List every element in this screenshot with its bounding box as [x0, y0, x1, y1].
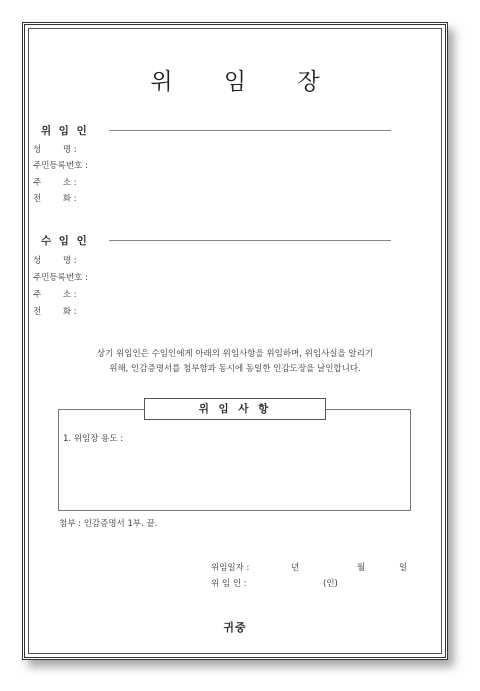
divider [109, 130, 391, 131]
statement-line: 위해, 인감증명서를 첨부함과 동시에 동일한 인감도장을 날인합니다. [109, 364, 361, 374]
month-label: 월 [357, 563, 366, 573]
year-label: 년 [291, 563, 300, 573]
field-label: 전 화 : [33, 307, 77, 317]
closing-text: 귀중 [223, 621, 247, 634]
delegator-address-field [33, 176, 105, 188]
field-label: 주 소 : [33, 290, 77, 300]
delegator-name-field [33, 143, 105, 155]
delegator-id-field [33, 159, 105, 171]
date-label: 위임일자 : [211, 563, 250, 573]
delegate-section-header [41, 233, 391, 247]
delegate-heading: 수 임 인 [41, 233, 95, 248]
delegate-address-field [33, 288, 105, 300]
field-label: 성 명 : [33, 145, 77, 155]
seal-label: (인) [323, 579, 338, 589]
delegation-statement [55, 347, 415, 377]
field-label: 주민등록번호 : [33, 273, 88, 283]
document-title: 위 임 장 [150, 69, 342, 95]
attachment-note: 첨부 : 인감증명서 1부. 끝. [59, 519, 158, 529]
field-label: 주민등록번호 : [33, 161, 88, 171]
divider [109, 240, 391, 241]
delegated-matters-box [58, 409, 411, 511]
delegate-name-field [33, 254, 105, 266]
delegator-heading: 위 임 인 [41, 123, 95, 138]
field-label: 주 소 : [33, 178, 77, 188]
delegator-phone-field [33, 192, 105, 204]
delegate-phone-field [33, 305, 105, 317]
delegated-matters-title: 위 임 사 항 [144, 398, 326, 420]
field-label: 성 명 : [33, 256, 77, 266]
purpose-label: 1. 위임장 용도 : [63, 434, 124, 444]
field-label: 전 화 : [33, 194, 77, 204]
document-page [22, 22, 448, 660]
statement-line: 상기 위임인은 수임인에게 아래의 위임사항을 위임하며, 위임사실을 알리기 [96, 349, 374, 359]
delegator-section-header [41, 123, 391, 137]
day-label: 일 [399, 563, 408, 573]
signer-label: 위 임 인 : [211, 579, 247, 589]
delegate-id-field [33, 271, 105, 283]
